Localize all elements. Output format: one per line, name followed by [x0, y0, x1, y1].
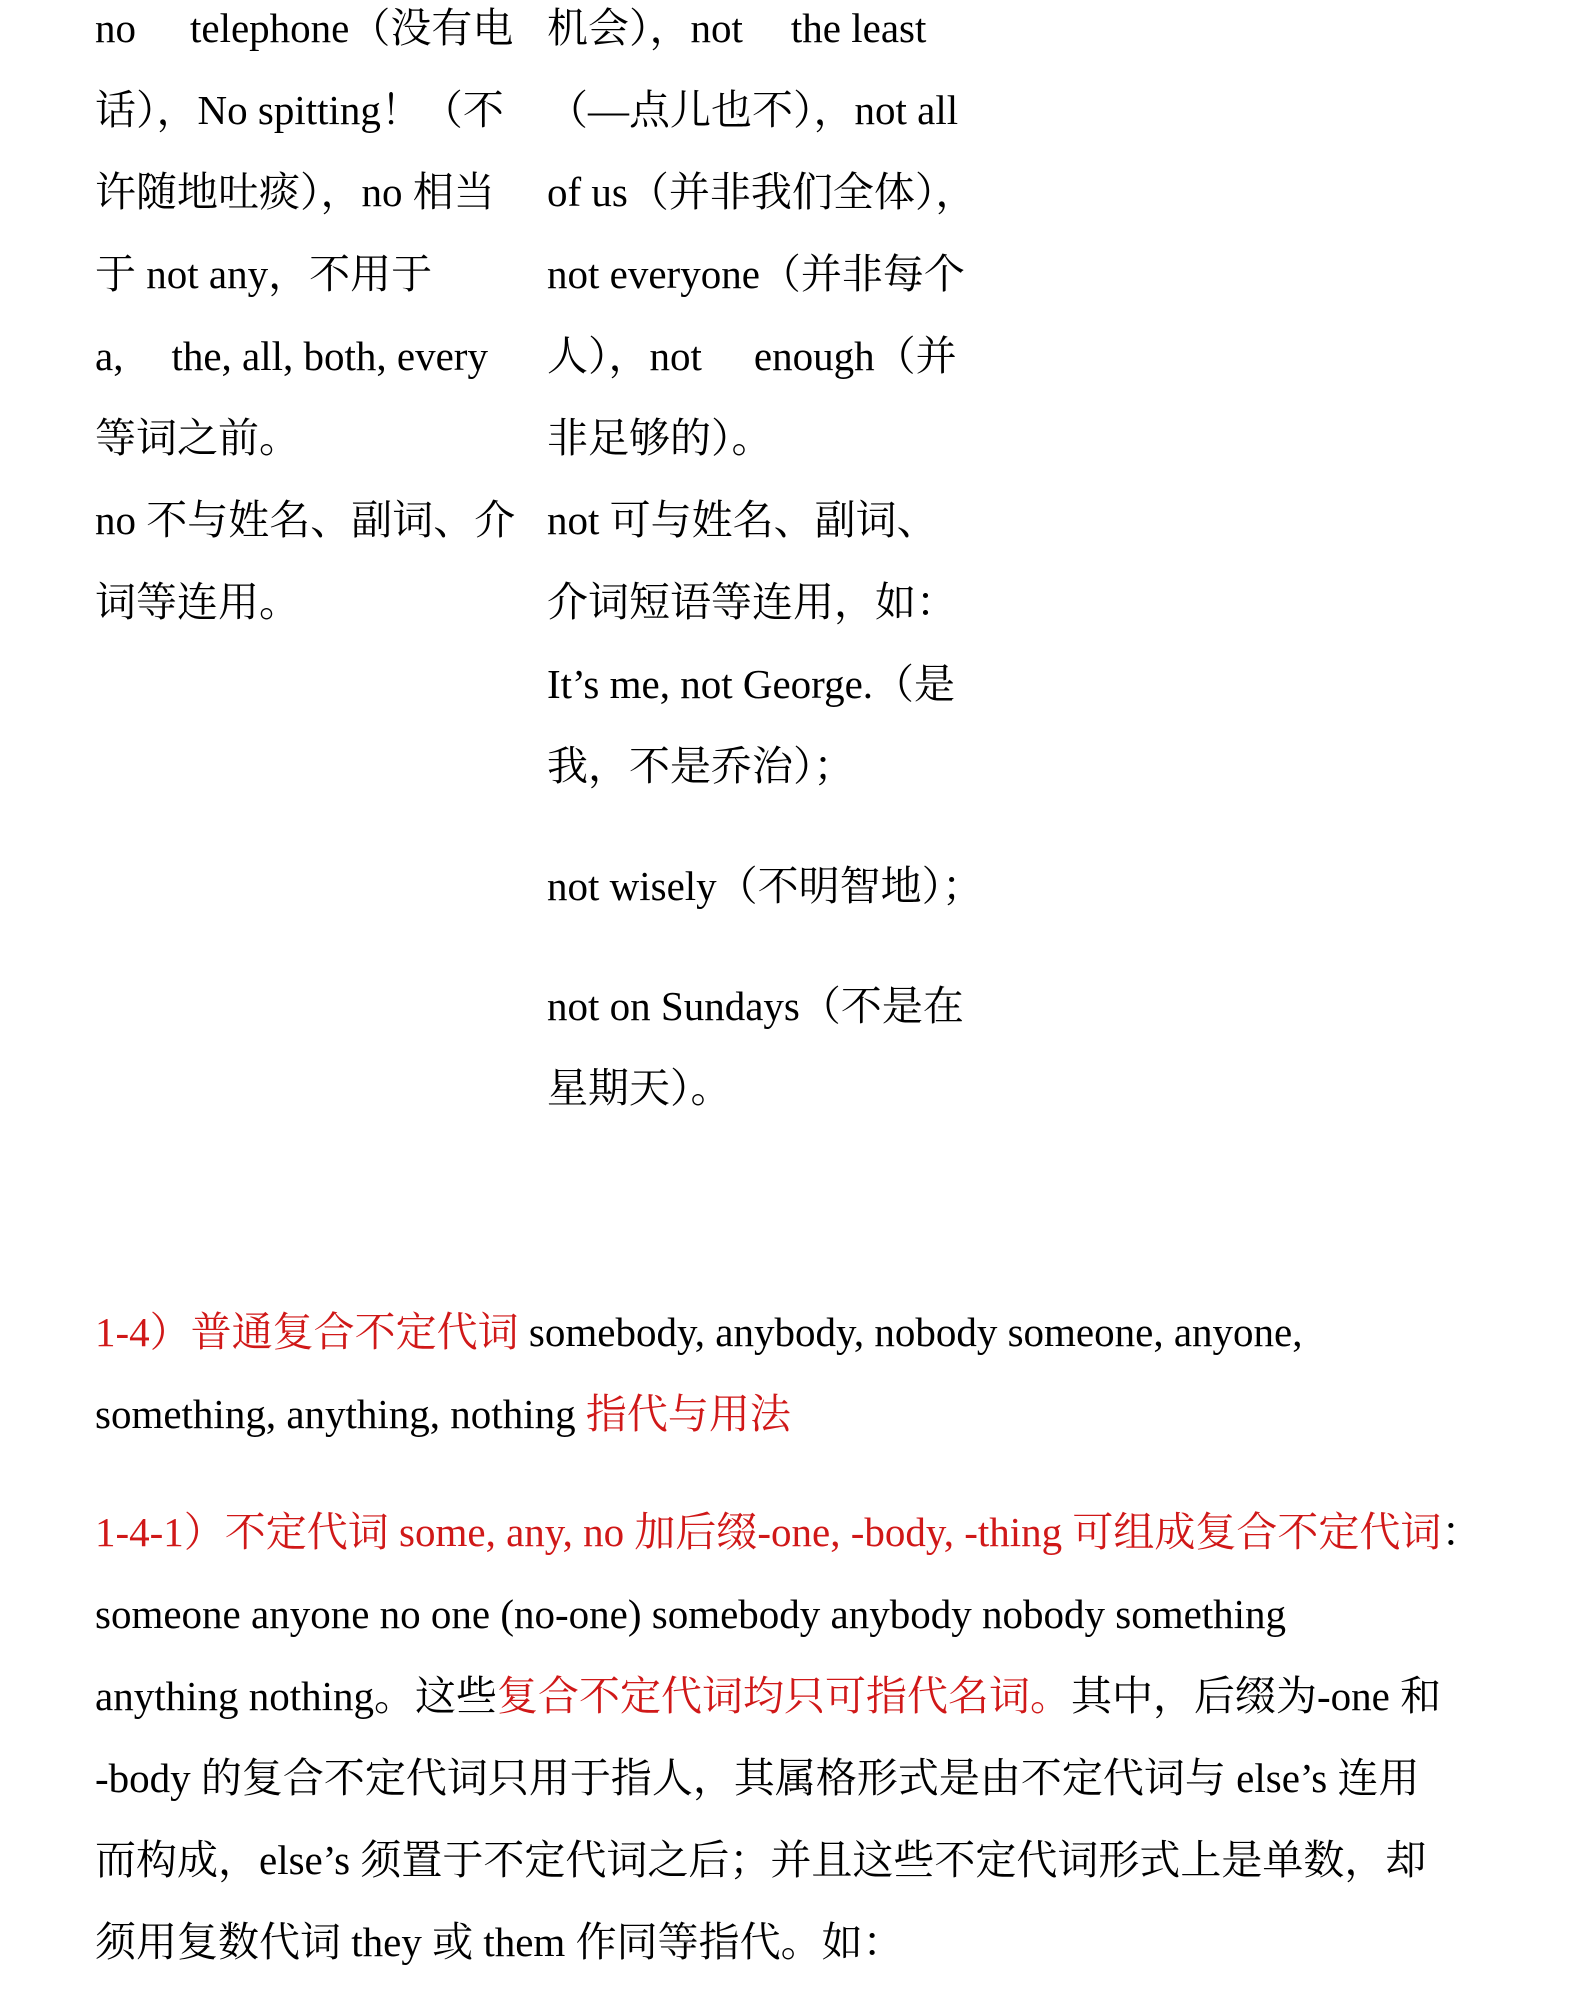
- section-1-4-1-line-6: 须用复数代词 they 或 them 作同等指代。如：: [95, 1919, 904, 1965]
- right-line-5-part-a: 人），not: [547, 333, 702, 379]
- left-line-1-part-b: telephone（没有电: [190, 5, 514, 51]
- section-1-4-1-line-4: -body 的复合不定代词只用于指人，其属格形式是由不定代词与 else’s 连用: [95, 1755, 1420, 1801]
- section-1-4-1-heading-red: 1-4-1）不定代词 some, any, no 加后缀-one, -body, -thing 可组成复合不定代词: [95, 1509, 1442, 1555]
- left-line-4: 于 not any，不用于: [95, 251, 433, 297]
- right-line-3: of us（并非我们全体），: [547, 169, 977, 215]
- left-line-1-part-a: no: [95, 5, 136, 51]
- right-line-1-part-a: 机会），not: [547, 5, 743, 51]
- right-line-12: not on Sundays（不是在: [547, 983, 964, 1029]
- right-line-6: 非足够的）。: [547, 415, 773, 461]
- right-line-4: not everyone（并非每个: [547, 251, 965, 297]
- left-line-6: 等词之前。: [95, 415, 300, 461]
- left-line-8: 词等连用。: [95, 579, 300, 625]
- right-line-7: not 可与姓名、副词、: [547, 497, 938, 543]
- section-1-4-1-line-3: [95, 1668, 1441, 1724]
- section-1-4-1-line-3-black: anything nothing。这些: [95, 1673, 498, 1719]
- section-1-4-1-line-2: someone anyone no one (no-one) somebody anybody nobody something: [95, 1591, 1287, 1637]
- section-1-4-heading-black: somebody, anybody, nobody someone, anyone,: [518, 1309, 1303, 1355]
- right-line-2: （—点儿也不），not all: [547, 87, 959, 133]
- right-line-11: not wisely（不明智地）；: [547, 863, 984, 909]
- left-line-3: 许随地吐痰），no 相当: [95, 169, 495, 215]
- section-1-4-line-2: [95, 1386, 791, 1442]
- section-1-4-1-line-3-red: 复合不定代词均只可指代名词。: [497, 1673, 1072, 1719]
- right-line-8: 介词短语等连用，如：: [547, 579, 957, 625]
- left-line-7: no 不与姓名、副词、介: [95, 497, 516, 543]
- section-1-4-1-heading: [95, 1504, 1482, 1560]
- left-line-5: [95, 328, 488, 384]
- section-1-4-line-2-black: something, anything, nothing: [95, 1391, 586, 1437]
- section-1-4-1-line-5: 而构成，else’s 须置于不定代词之后；并且这些不定代词形式上是单数，却: [95, 1837, 1427, 1883]
- section-1-4-1-line-3-black-2: 其中，后缀为-one 和: [1071, 1673, 1442, 1719]
- right-line-1: [547, 0, 926, 56]
- left-line-5-part-a: a,: [95, 333, 124, 379]
- section-1-4-heading-red: 1-4）普通复合不定代词: [95, 1309, 519, 1355]
- right-line-5: [547, 328, 957, 384]
- section-1-4-1-heading-colon: ：: [1441, 1509, 1483, 1555]
- right-line-5-part-b: enough（并: [753, 333, 957, 379]
- left-line-2: 话），No spitting！（不: [95, 87, 504, 133]
- right-line-13: 星期天）。: [547, 1065, 732, 1111]
- left-line-1: [95, 0, 513, 56]
- section-1-4-heading: [95, 1304, 1302, 1360]
- right-line-1-part-b: the least: [790, 5, 927, 51]
- section-1-4-line-2-red: 指代与用法: [585, 1391, 791, 1437]
- right-line-10: 我，不是乔治）；: [547, 743, 855, 789]
- right-line-9: It’s me, not George.（是: [547, 661, 956, 707]
- left-line-5-part-b: the, all, both, every: [171, 333, 488, 379]
